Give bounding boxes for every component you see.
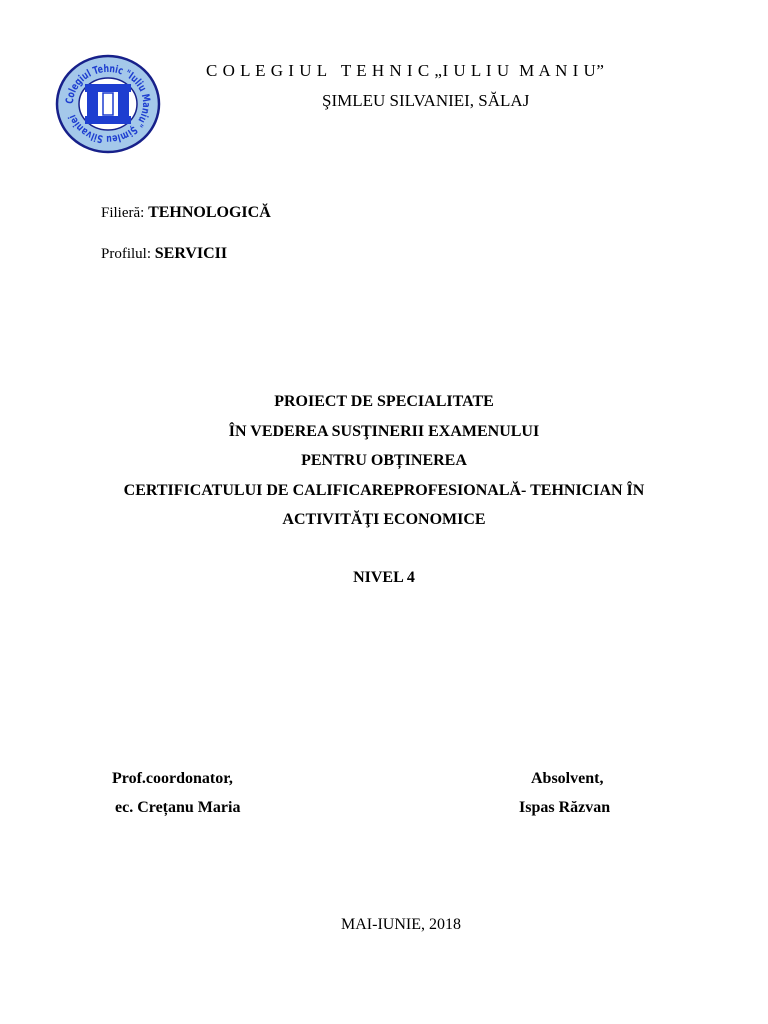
title-line: CERTIFICATULUI DE CALIFICAREPROFESIONALĂ- TEHNICIAN ÎN (123, 481, 645, 499)
profil-line (101, 245, 227, 263)
level-label: NIVEL 4 (353, 569, 415, 586)
logo-emblem (85, 84, 131, 124)
title-line: PROIECT DE SPECIALITATE (274, 393, 494, 410)
title-line: ÎN VEDEREA SUSŢINERII EXAMENULUI (228, 422, 540, 440)
profil-value: SERVICII (154, 245, 228, 262)
filiera-line (101, 204, 271, 222)
title-line: PENTRU OBȚINEREA (301, 452, 467, 469)
profil-label: Profilul: (101, 246, 152, 262)
coordinator-name: ec. Crețanu Maria (115, 799, 241, 816)
coordinator-label: Prof.coordonator, (112, 770, 233, 787)
title-line: ACTIVITĂŢI ECONOMICE (282, 511, 486, 528)
project-title (40, 392, 728, 540)
document-date: MAI-IUNIE, 2018 (341, 916, 461, 933)
logo-arc-text: Colegiul Tehnic "Iuliu Maniu" Şimleu Silvaniei (63, 62, 153, 146)
filiera-label: Filieră: (101, 205, 145, 221)
school-logo (54, 52, 162, 156)
school-location: ŞIMLEU SILVANIEI, SĂLAJ (322, 91, 530, 110)
graduate-label: Absolvent, (531, 770, 604, 787)
graduate-name: Ispas Răzvan (519, 799, 611, 816)
filiera-value: TEHNOLOGICĂ (148, 204, 271, 221)
school-name: C O L E G I U L T E H N I C „I U L I U M A N I U” (206, 61, 605, 80)
